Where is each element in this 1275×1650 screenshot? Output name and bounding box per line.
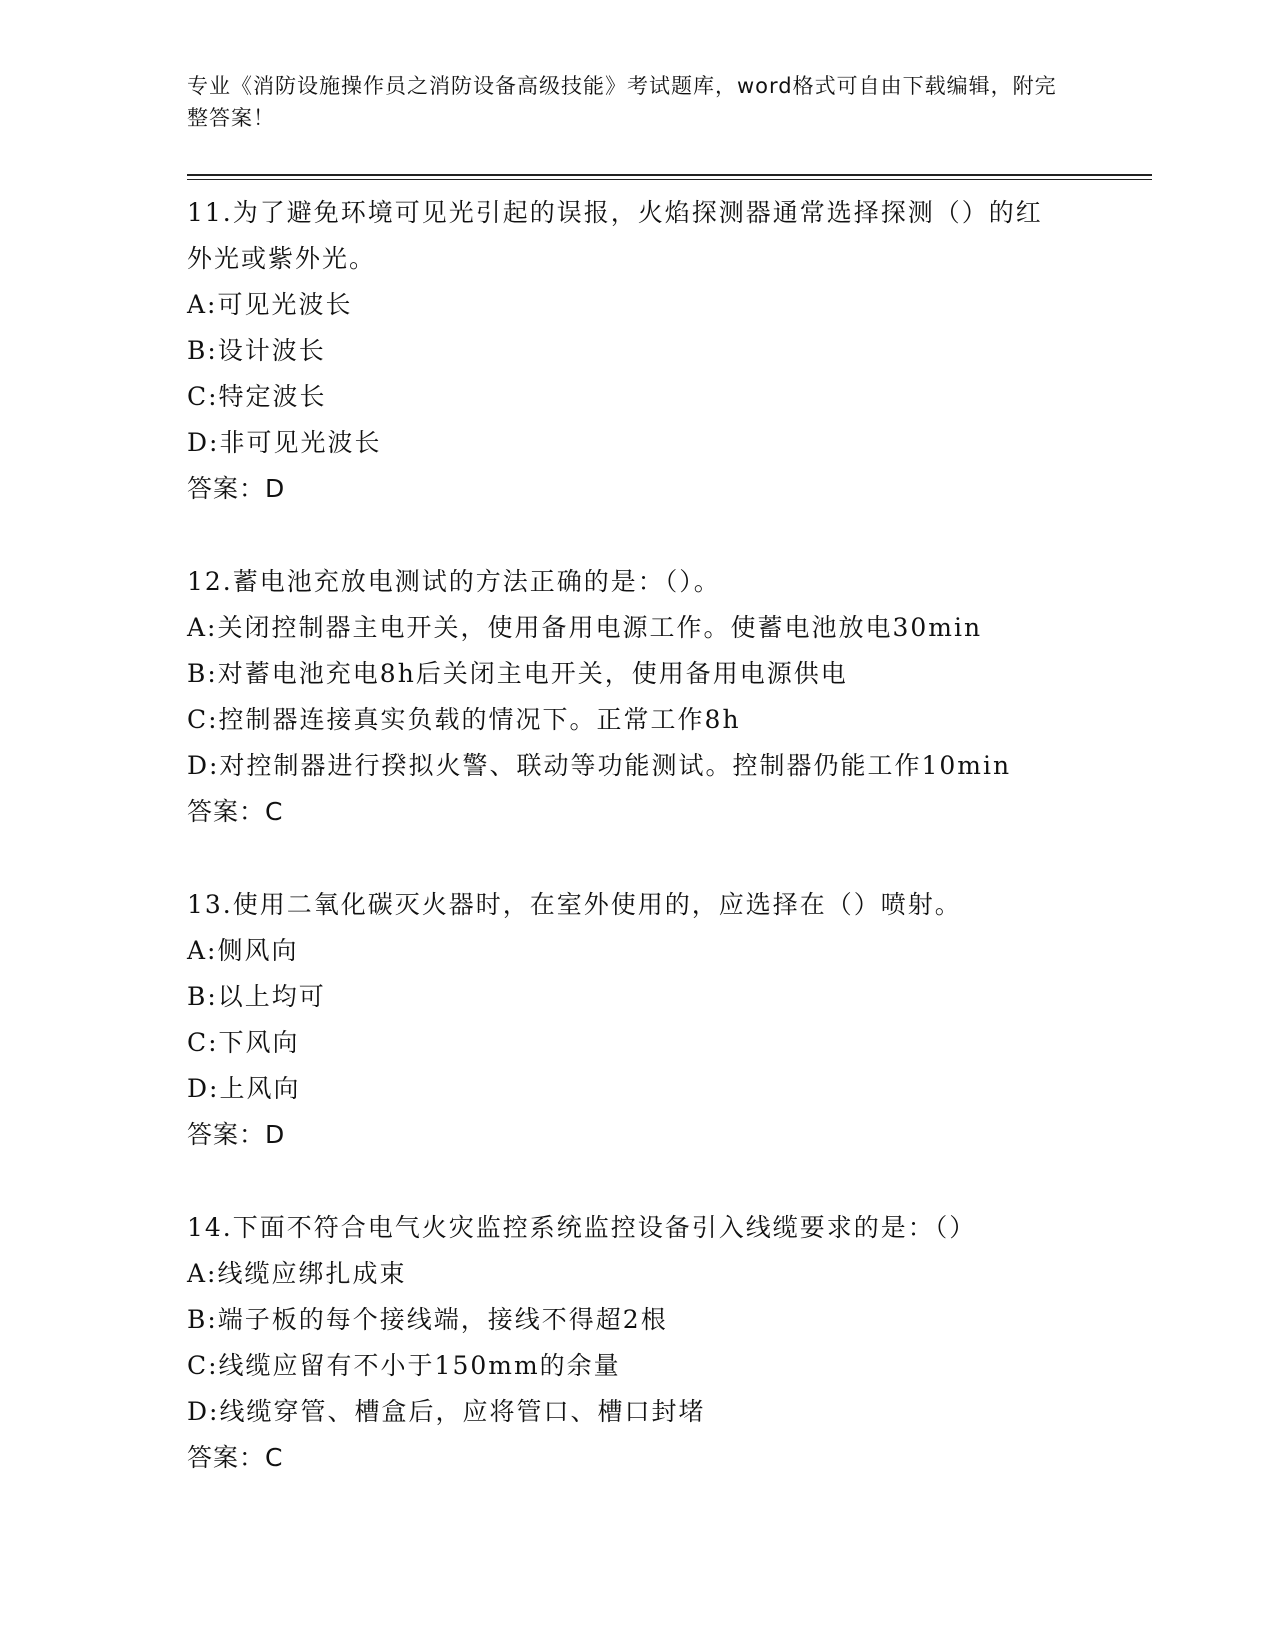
- question-stem: 13.使用二氧化碳灭火器时，在室外使用的，应选择在（）喷射。: [187, 890, 962, 919]
- header-divider: [187, 174, 1152, 180]
- question-12: [187, 559, 1147, 835]
- question-stem: 14.下面不符合电气火灾监控系统监控设备引入线缆要求的是：（）: [187, 1213, 977, 1242]
- question-11: [187, 190, 1147, 512]
- document-page: [187, 70, 1147, 1528]
- question-13: [187, 882, 1147, 1158]
- option-c: C:特定波长: [187, 382, 327, 411]
- option-a: A:线缆应绑扎成束: [187, 1259, 407, 1288]
- document-header: 专业《消防设施操作员之消防设备高级技能》考试题库，word格式可自由下载编辑，附完整答案！: [187, 74, 1057, 130]
- question-14: [187, 1205, 1147, 1481]
- option-d: D:上风向: [187, 1074, 301, 1103]
- answer-line: 答案：D: [187, 1120, 286, 1149]
- option-c: C:控制器连接真实负载的情况下。正常工作8h: [187, 705, 741, 734]
- answer-line: 答案：C: [187, 1443, 284, 1472]
- option-d: D:非可见光波长: [187, 428, 382, 457]
- answer-line: 答案：D: [187, 474, 286, 503]
- question-list: [187, 190, 1147, 1481]
- question-stem: 11.为了避免环境可见光引起的误报，火焰探测器通常选择探测（）的红外光或紫外光。: [187, 198, 1043, 273]
- option-d: D:对控制器进行揆拟火警、联动等功能测试。控制器仍能工作10min: [187, 751, 1012, 780]
- option-a: A:侧风向: [187, 936, 299, 965]
- option-c: C:线缆应留有不小于150mm的余量: [187, 1351, 621, 1380]
- option-b: B:设计波长: [187, 336, 326, 365]
- question-stem: 12.蓄电池充放电测试的方法正确的是：（）。: [187, 567, 721, 596]
- option-d: D:线缆穿管、槽盒后，应将管口、槽口封堵: [187, 1397, 706, 1426]
- option-c: C:下风向: [187, 1028, 300, 1057]
- option-a: A:关闭控制器主电开关，使用备用电源工作。使蓄电池放电30min: [187, 613, 983, 642]
- option-b: B:端子板的每个接线端，接线不得超2根: [187, 1305, 668, 1334]
- option-a: A:可见光波长: [187, 290, 353, 319]
- option-b: B:对蓄电池充电8h后关闭主电开关，使用备用电源供电: [187, 659, 848, 688]
- option-b: B:以上均可: [187, 982, 326, 1011]
- answer-line: 答案：C: [187, 797, 284, 826]
